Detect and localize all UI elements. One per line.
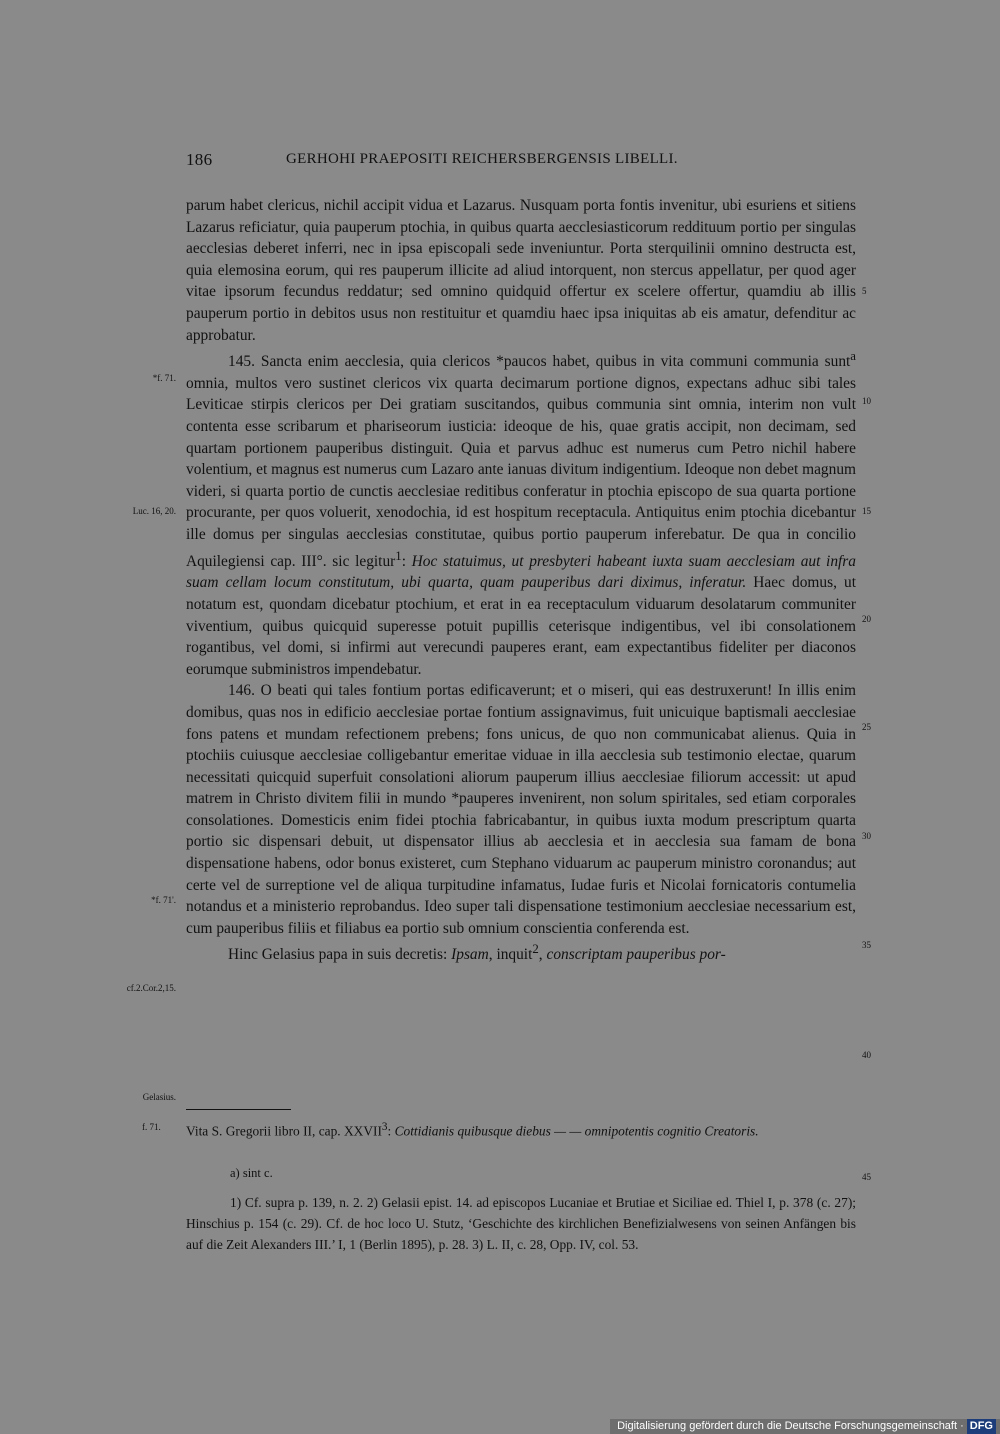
- line-number: 45: [862, 1172, 871, 1182]
- line-number: 15: [862, 506, 871, 516]
- line-number: 20: [862, 614, 871, 624]
- paragraph-1: parum habet clericus, nichil accipit vidua et Lazarus. Nusquam porta fontis invenitur, ubi esuriens et sitiens Lazarus reficiatur, quia pauperum ptochia, in quibus quarta aecclesiasticorum reddituum portio per singulas aecclesias deberet inferri, nec in ipsa episcopali sede inveniuntur. Porta sterquilinii omnino destructa est, quia elemosina eorum, qui res pauperum illicite ad aliud intorquent, non stercus appellatur, per quod ager vitae ipsorum fecundus reddatur; sed omnino quidquid offertur ex scelere offertur, quamdiu ab illis pauperum portio in debitos usus non restituitur et quamdiu haec ipsa iniquitas ab eis amatur, defenditur ac approbatur.: [186, 197, 856, 344]
- critical-apparatus: a) sint c.: [230, 1166, 273, 1180]
- footnote-list: 1) Cf. supra p. 139, n. 2. 2) Gelasii epist. 14. ad episcopos Lucaniae et Brutiae et Siciliae ed. Thiel I, p. 378 (c. 27); Hinschius p. 154 (c. 29). Cf. de hoc loco U. Stutz, ‘Geschichte des kirchlichen Benefizialwesens von seinen Anfängen bis auf die Zeit Alexanders III.’ I, 1 (Berlin 1895), p. 28. 3) L. II, c. 28, Opp. IV, col. 53.: [186, 1195, 856, 1252]
- footnotes: [186, 1192, 856, 1255]
- note-mark-2: 2: [532, 942, 539, 957]
- note-mark-3: 3: [381, 1121, 388, 1133]
- margin-note: *f. 71'.: [151, 895, 176, 905]
- line-number: 40: [862, 1050, 871, 1060]
- source-note-ref: f. 71.: [142, 1122, 161, 1132]
- main-text: [186, 195, 856, 966]
- note-mark-a: a: [850, 349, 856, 364]
- line-number: 10: [862, 396, 871, 406]
- line-number: 5: [862, 286, 867, 296]
- line-number: 25: [862, 722, 871, 732]
- quotation-aquileia: Hoc statuimus, ut presbyteri habeant iuxta suam aecclesiam aut infra suam cellam locum constitutum, ubi quarta, quam pauperibus dari diximus, inferatur.: [186, 552, 856, 592]
- line-number: 35: [862, 940, 871, 950]
- source-note: f. 71. Vita S. Gregorii libro II, cap. XXVII$^3$: Cottidianis quibusque diebus — — omnipotentis cognitio Creatoris.: [186, 1118, 856, 1141]
- note-mark-1: 1: [395, 548, 402, 563]
- line-number: 30: [862, 831, 871, 841]
- running-title: GERHOHI PRAEPOSITI REICHERSBERGENSIS LIBELLI.: [286, 151, 678, 167]
- margin-note: Gelasius.: [142, 1092, 176, 1102]
- paragraph-145: 145. Sancta enim aecclesia, quia clericos *paucos habet, quibus in vita communi communia sunt$^a$ omnia, multos vero sustinet clericos vix quarta decimarum portione dignos, expectans adhuc sibi tales Leviticae stirpis clericos per Dei gratiam suscitandos, quibus communia sint omnia, interim non vult contenta esse scribarum et phariseorum iusticia: ideoque de his, quae gratis accipit, non decimam, sed quartam portionem pauperibus distinguit. Quia et parvus adhuc est numerus cum Petro nichil habere volentium, et magnus est numerus cum Lazaro ante ianuas divitum indigentium. Ideoque non debet magnum videri, si quarta portio de cunctis aecclesiae reditibus conferatur in ptochia episcopo de sua quarta portione procurante, per quos voluerit, xenodochia, id est hospitum receptacula. Antiquitus enim ptochia dicebantur ille domus per singulas aecclesias constitutae, quibus portio pauperum inferebatur. De qua in concilio Aquilegiensi cap. III°. sic legitur$^1$: Hoc statuimus, ut presbyteri habeant iuxta suam aecclesiam aut infra suam cellam locum constitutum, ubi quarta, quam pauperibus dari diximus, inferatur. Haec domus, ut notatum est, quondam dicebatur ptochium, et erat in ea receptaculum viduarum desolatarum communiter viventium, quibus quicquid superesse potuit pupillis ceterisque indigentibus, vel ibi consolationem rogantibus, vel domi, si infirmi aut verecundi pauperes erant, eam expectantibus fideliter per diaconos eorumque subministros impendebatur.: [186, 349, 856, 678]
- dfg-logo-icon: DFG: [967, 1419, 996, 1434]
- margin-note: *f. 71.: [152, 373, 176, 383]
- dfg-banner: Digitalisierung gefördert durch die Deutsche Forschungsgemeinschaft · DFG: [610, 1419, 1000, 1434]
- paragraph-146: 146. O beati qui tales fontium portas edificaverunt; et o miseri, qui eas destruxerunt! In illis enim domibus, quas nos in edificio aecclesiae portae fontium assignavimus, fuit unicuique baptismali aecclesiae fons patens et mundam refectionem prebens; fons unicus, de quo non communicabat alienus. Quia in ptochiis cuiusque aecclesiae colligebantur emeritae viduae in illa aecclesia sub testimonio electae, quarum necessitati quicquid superfuit consolationi aliorum pauperum illius aecclesiae filiorum accessit: ut apud matrem in Christo divitem filii in mundo *pauperes invenirent, non solum spiritales, sed etiam corporales consolationes. Domesticis enim fidei ptochia fabricabantur, in quibus iuxta modum prescriptum quarta portio sic dispensari debuit, ut dispensator illius ab aecclesia et in aecclesia sua famam de bona dispensatione habens, odor bonus existeret, cum Stephano viduarum ac pauperum ministro coronandus; aut certe vel de surreptione vel de aliqua turpitudine infamatus, Iudae furis et Nicolai fornicatoris contumelia notandus et a ministerio reprobandus. Ideo super tali dispensatione testimonium aecclesiae necessarium est, cum pauperibus filiis et filiabus ea portio sub omnium conscientia conferenda est.: [186, 682, 856, 937]
- margin-note: cf.2.Cor.2,15.: [126, 983, 176, 993]
- page-number: 186: [186, 150, 213, 169]
- paragraph-gelasius: Hinc Gelasius papa in suis decretis: Ipsam, inquit$^2$, conscriptam pauperibus por-: [228, 942, 726, 964]
- margin-note: Luc. 16, 20.: [132, 506, 176, 516]
- footnote-rule: [186, 1109, 291, 1110]
